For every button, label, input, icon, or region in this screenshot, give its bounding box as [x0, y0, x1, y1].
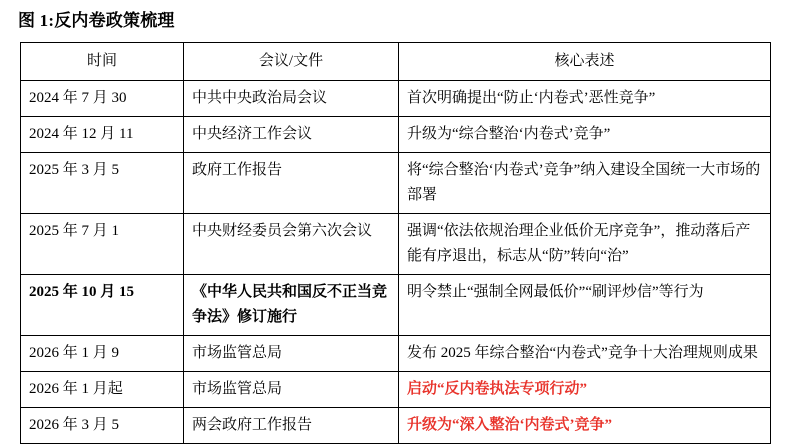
cell-document — [184, 275, 399, 336]
cell-document — [184, 117, 399, 153]
table-row — [21, 336, 771, 372]
policy-table — [20, 42, 771, 444]
cell-core — [399, 275, 771, 336]
table-row — [21, 408, 771, 444]
cell-core — [399, 214, 771, 275]
column-header-core — [399, 43, 771, 81]
cell-document — [184, 81, 399, 117]
cell-document-text: 市场监管总局 — [192, 381, 283, 397]
cell-document-text: 中央财经委员会第六次会议 — [192, 223, 373, 239]
column-header-document-label: 会议/文件 — [258, 53, 324, 69]
cell-document-text: 两会政府工作报告 — [192, 417, 313, 433]
cell-time-text: 2025 年 7 月 1 — [29, 223, 120, 239]
cell-time-text: 2026 年 3 月 5 — [29, 417, 120, 433]
cell-core-text: 发布 2025 年综合整治“内卷式”竞争十大治理规则成果 — [407, 345, 758, 361]
figure-title: 图 1:反内卷政策梳理 — [18, 11, 175, 30]
cell-core — [399, 408, 771, 444]
cell-document — [184, 336, 399, 372]
cell-document — [184, 214, 399, 275]
cell-core-text: 将“综合整治‘内卷式’竞争”纳入建设全国统一大市场的部署 — [407, 162, 761, 203]
cell-core-text: 明令禁止“强制全网最低价”“刷评炒信”等行为 — [407, 284, 704, 300]
cell-time-text: 2026 年 1 月 9 — [29, 345, 120, 361]
cell-core-text: 强调“依法依规治理企业低价无序竞争”，推动落后产能有序退出，标志从“防”转向“治” — [407, 223, 751, 264]
cell-core — [399, 336, 771, 372]
cell-core — [399, 81, 771, 117]
cell-core-text: 升级为“综合整治‘内卷式’竞争” — [407, 126, 611, 142]
column-header-time-label: 时间 — [86, 53, 117, 69]
table-row — [21, 153, 771, 214]
cell-time — [21, 81, 184, 117]
table-row — [21, 81, 771, 117]
cell-time-text: 2024 年 7 月 30 — [29, 90, 127, 106]
cell-time — [21, 372, 184, 408]
cell-time — [21, 336, 184, 372]
cell-document — [184, 408, 399, 444]
cell-document-text: 市场监管总局 — [192, 345, 283, 361]
table-row — [21, 372, 771, 408]
cell-document-text: 政府工作报告 — [192, 162, 283, 178]
cell-document — [184, 372, 399, 408]
table-row — [21, 117, 771, 153]
cell-core-text: 升级为“深入整治‘内卷式’竞争” — [407, 417, 612, 433]
cell-time — [21, 275, 184, 336]
cell-document — [184, 153, 399, 214]
cell-time-text: 2025 年 3 月 5 — [29, 162, 120, 178]
table-row — [21, 275, 771, 336]
cell-core — [399, 117, 771, 153]
cell-core — [399, 372, 771, 408]
cell-core-text: 首次明确提出“防止‘内卷式’恶性竞争” — [407, 90, 656, 106]
column-header-document — [184, 43, 399, 81]
table-header-row — [21, 43, 771, 81]
cell-time — [21, 153, 184, 214]
cell-time — [21, 408, 184, 444]
cell-document-text: 中共中央政治局会议 — [192, 90, 328, 106]
cell-time-text: 2025 年 10 月 15 — [29, 284, 135, 300]
column-header-time — [21, 43, 184, 81]
cell-time-text: 2024 年 12 月 11 — [29, 126, 134, 142]
cell-time-text: 2026 年 1 月起 — [29, 381, 123, 397]
cell-document-text: 中央经济工作会议 — [192, 126, 313, 142]
cell-core — [399, 153, 771, 214]
cell-time — [21, 214, 184, 275]
cell-document-text: 《中华人民共和国反不正当竞争法》修订施行 — [192, 284, 388, 325]
cell-core-text: 启动“反内卷执法专项行动” — [407, 381, 588, 397]
column-header-core-label: 核心表述 — [554, 53, 615, 69]
table-row — [21, 214, 771, 275]
cell-time — [21, 117, 184, 153]
